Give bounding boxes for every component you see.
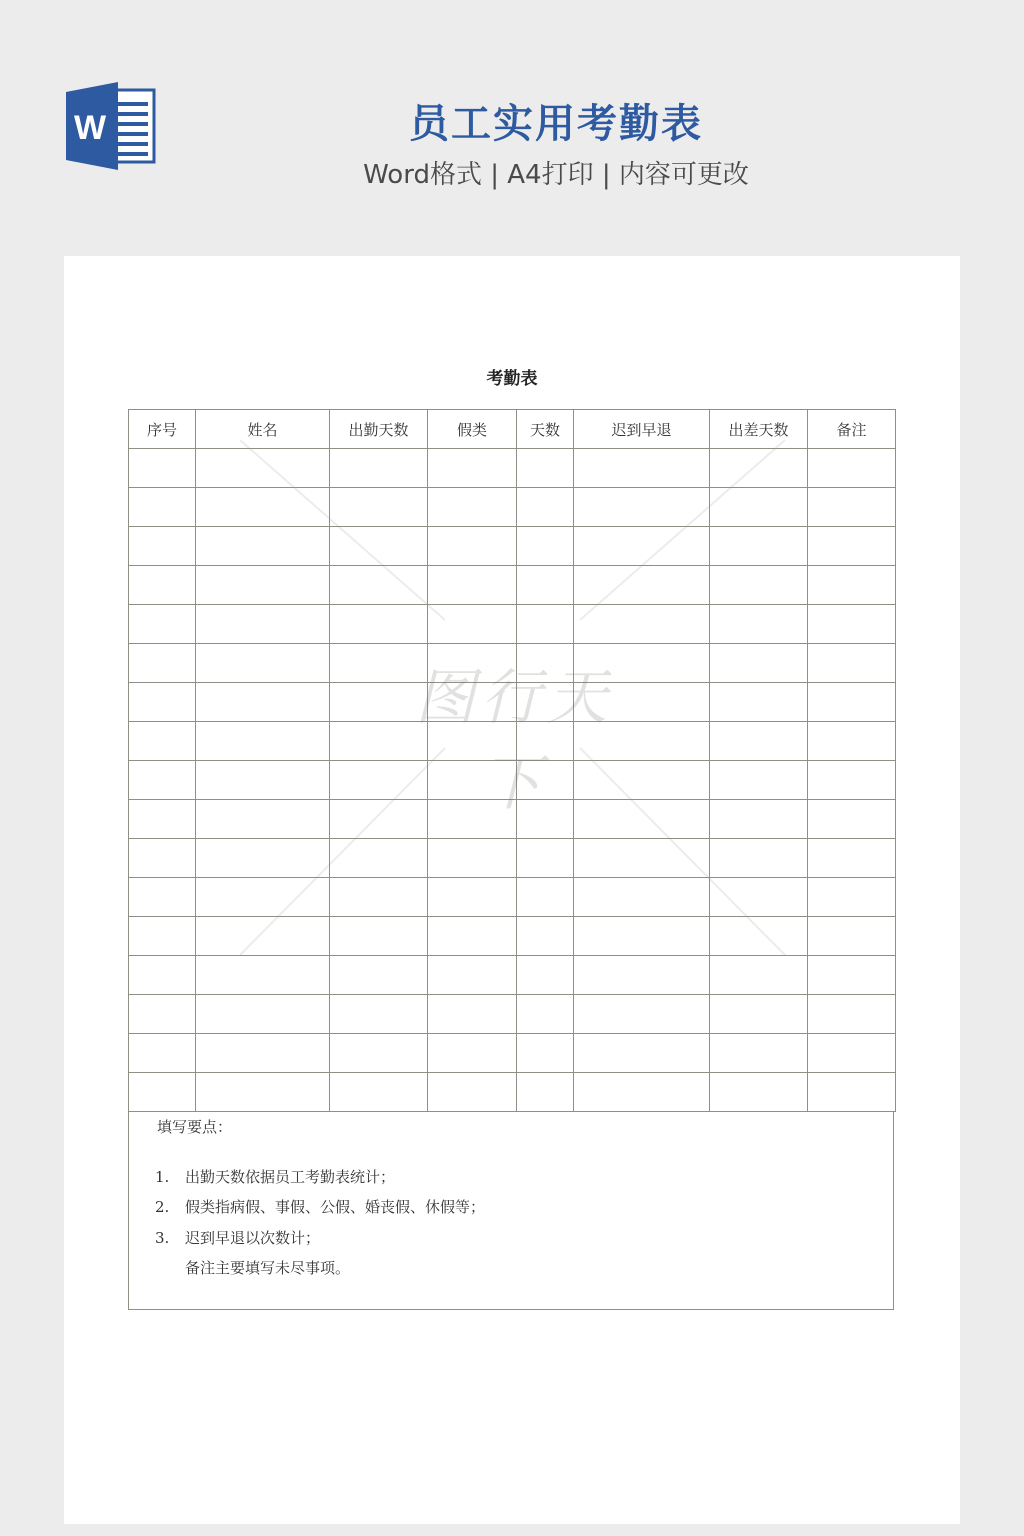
notes-section bbox=[128, 1112, 894, 1310]
table-cell[interactable] bbox=[517, 761, 574, 800]
note-extra: 备注主要填写未尽事项。 bbox=[185, 1259, 351, 1277]
table-cell[interactable] bbox=[574, 449, 710, 488]
table-cell[interactable] bbox=[330, 683, 428, 722]
table-cell[interactable] bbox=[196, 527, 330, 566]
table-cell[interactable] bbox=[710, 722, 808, 761]
table-body bbox=[129, 449, 896, 1112]
table-cell[interactable] bbox=[517, 566, 574, 605]
note-number: 1. bbox=[155, 1168, 170, 1186]
table-cell[interactable] bbox=[710, 605, 808, 644]
table-cell[interactable] bbox=[808, 917, 896, 956]
table-cell[interactable] bbox=[428, 527, 517, 566]
table-cell[interactable] bbox=[517, 878, 574, 917]
table-row bbox=[129, 449, 896, 488]
table-cell[interactable] bbox=[196, 449, 330, 488]
table-cell[interactable] bbox=[517, 722, 574, 761]
table-cell[interactable] bbox=[330, 956, 428, 995]
table-row bbox=[129, 878, 896, 917]
table-cell[interactable] bbox=[808, 566, 896, 605]
table-cell[interactable] bbox=[710, 488, 808, 527]
table-cell[interactable] bbox=[330, 488, 428, 527]
table-cell[interactable] bbox=[574, 878, 710, 917]
table-cell[interactable] bbox=[428, 1073, 517, 1112]
table-cell[interactable] bbox=[196, 566, 330, 605]
table-row bbox=[129, 956, 896, 995]
table-cell[interactable] bbox=[710, 956, 808, 995]
table-cell[interactable] bbox=[574, 722, 710, 761]
table-cell[interactable] bbox=[808, 1034, 896, 1073]
table-row bbox=[129, 605, 896, 644]
table-cell[interactable] bbox=[574, 488, 710, 527]
note-text: 出勤天数依据员工考勤表统计； bbox=[185, 1168, 396, 1186]
table-cell[interactable] bbox=[330, 800, 428, 839]
table-cell[interactable] bbox=[196, 878, 330, 917]
table-cell[interactable] bbox=[330, 722, 428, 761]
table-cell[interactable] bbox=[196, 722, 330, 761]
table-cell[interactable] bbox=[330, 566, 428, 605]
table-cell[interactable] bbox=[428, 644, 517, 683]
notes-heading: 填写要点： bbox=[157, 1118, 233, 1136]
table-cell[interactable] bbox=[330, 839, 428, 878]
table-row bbox=[129, 1034, 896, 1073]
table-cell[interactable] bbox=[428, 566, 517, 605]
table-cell[interactable] bbox=[129, 683, 196, 722]
table-cell[interactable] bbox=[517, 1034, 574, 1073]
table-cell[interactable] bbox=[196, 644, 330, 683]
table-cell[interactable] bbox=[574, 566, 710, 605]
table-cell[interactable] bbox=[574, 1073, 710, 1112]
table-cell[interactable] bbox=[710, 995, 808, 1034]
table-cell[interactable] bbox=[710, 449, 808, 488]
column-header: 天数 bbox=[517, 410, 574, 449]
table-cell[interactable] bbox=[196, 761, 330, 800]
table-cell[interactable] bbox=[517, 488, 574, 527]
table-cell[interactable] bbox=[330, 1073, 428, 1112]
table-cell[interactable] bbox=[129, 527, 196, 566]
logo-letter: W bbox=[73, 109, 107, 147]
column-header: 序号 bbox=[129, 410, 196, 449]
table-cell[interactable] bbox=[517, 839, 574, 878]
note-text: 假类指病假、事假、公假、婚丧假、休假等； bbox=[185, 1198, 486, 1216]
table-cell[interactable] bbox=[710, 761, 808, 800]
table-header-row bbox=[129, 410, 896, 449]
table-cell[interactable] bbox=[428, 605, 517, 644]
table-row bbox=[129, 800, 896, 839]
table-cell[interactable] bbox=[517, 683, 574, 722]
table-cell[interactable] bbox=[129, 605, 196, 644]
note-item bbox=[155, 1227, 320, 1248]
table-cell[interactable] bbox=[710, 1073, 808, 1112]
table-row bbox=[129, 761, 896, 800]
table-cell[interactable] bbox=[129, 722, 196, 761]
column-header: 备注 bbox=[808, 410, 896, 449]
table-cell[interactable] bbox=[710, 878, 808, 917]
table-cell[interactable] bbox=[129, 449, 196, 488]
table-row bbox=[129, 722, 896, 761]
table-cell[interactable] bbox=[196, 800, 330, 839]
table-cell[interactable] bbox=[129, 995, 196, 1034]
table-cell[interactable] bbox=[710, 800, 808, 839]
table-cell[interactable] bbox=[330, 761, 428, 800]
page-title: 员工实用考勤表 bbox=[409, 101, 703, 147]
table-cell[interactable] bbox=[710, 527, 808, 566]
table-cell[interactable] bbox=[196, 488, 330, 527]
table-cell[interactable] bbox=[808, 605, 896, 644]
document-title: 考勤表 bbox=[486, 369, 538, 389]
table-cell[interactable] bbox=[710, 644, 808, 683]
note-number: 2. bbox=[155, 1198, 170, 1216]
table-cell[interactable] bbox=[129, 1073, 196, 1112]
note-number: 3. bbox=[155, 1229, 170, 1247]
table-cell[interactable] bbox=[808, 761, 896, 800]
table-cell[interactable] bbox=[574, 995, 710, 1034]
table-cell[interactable] bbox=[428, 488, 517, 527]
note-text: 迟到早退以次数计； bbox=[185, 1229, 321, 1247]
table-cell[interactable] bbox=[330, 605, 428, 644]
table-cell[interactable] bbox=[129, 1034, 196, 1073]
table-cell[interactable] bbox=[808, 956, 896, 995]
table-cell[interactable] bbox=[574, 1034, 710, 1073]
table-cell[interactable] bbox=[428, 761, 517, 800]
table-cell[interactable] bbox=[574, 644, 710, 683]
table-cell[interactable] bbox=[129, 917, 196, 956]
table-row bbox=[129, 995, 896, 1034]
word-app-icon bbox=[64, 82, 156, 170]
column-header: 迟到早退 bbox=[574, 410, 710, 449]
table-cell[interactable] bbox=[330, 995, 428, 1034]
table-cell[interactable] bbox=[808, 722, 896, 761]
table-cell[interactable] bbox=[574, 956, 710, 995]
table-cell[interactable] bbox=[808, 488, 896, 527]
table-cell[interactable] bbox=[428, 995, 517, 1034]
document-sheet bbox=[64, 256, 960, 1524]
table-cell[interactable] bbox=[428, 956, 517, 995]
table-cell[interactable] bbox=[808, 683, 896, 722]
table-cell[interactable] bbox=[808, 527, 896, 566]
table-cell[interactable] bbox=[710, 917, 808, 956]
table-cell[interactable] bbox=[428, 722, 517, 761]
watermark-text: 图行天下 bbox=[415, 663, 613, 819]
table-cell[interactable] bbox=[574, 527, 710, 566]
column-header: 出勤天数 bbox=[330, 410, 428, 449]
table-cell[interactable] bbox=[330, 1034, 428, 1073]
table-cell[interactable] bbox=[330, 449, 428, 488]
column-header: 假类 bbox=[428, 410, 517, 449]
table-cell[interactable] bbox=[428, 839, 517, 878]
table-cell[interactable] bbox=[808, 839, 896, 878]
table-row bbox=[129, 488, 896, 527]
table-row bbox=[129, 566, 896, 605]
table-cell[interactable] bbox=[330, 644, 428, 683]
table-cell[interactable] bbox=[574, 605, 710, 644]
table-cell[interactable] bbox=[330, 917, 428, 956]
table-cell[interactable] bbox=[129, 488, 196, 527]
table-cell[interactable] bbox=[428, 917, 517, 956]
table-cell[interactable] bbox=[710, 1034, 808, 1073]
table-cell[interactable] bbox=[129, 878, 196, 917]
table-row bbox=[129, 644, 896, 683]
table-cell[interactable] bbox=[196, 1034, 330, 1073]
table-cell[interactable] bbox=[808, 800, 896, 839]
note-item bbox=[155, 1196, 485, 1217]
table-cell[interactable] bbox=[574, 800, 710, 839]
table-cell[interactable] bbox=[196, 683, 330, 722]
table-cell[interactable] bbox=[428, 449, 517, 488]
table-cell[interactable] bbox=[330, 527, 428, 566]
attendance-table bbox=[128, 409, 896, 1112]
attendance-table-wrap bbox=[128, 409, 895, 1310]
table-cell[interactable] bbox=[129, 644, 196, 683]
table-cell[interactable] bbox=[196, 1073, 330, 1112]
note-item bbox=[155, 1166, 395, 1187]
table-cell[interactable] bbox=[517, 956, 574, 995]
table-row bbox=[129, 917, 896, 956]
table-cell[interactable] bbox=[517, 917, 574, 956]
table-cell[interactable] bbox=[517, 644, 574, 683]
table-cell[interactable] bbox=[808, 995, 896, 1034]
table-cell[interactable] bbox=[196, 839, 330, 878]
table-row bbox=[129, 1073, 896, 1112]
table-cell[interactable] bbox=[574, 683, 710, 722]
table-cell[interactable] bbox=[129, 800, 196, 839]
table-cell[interactable] bbox=[517, 449, 574, 488]
table-cell[interactable] bbox=[517, 1073, 574, 1112]
column-header: 姓名 bbox=[196, 410, 330, 449]
table-cell[interactable] bbox=[428, 878, 517, 917]
column-header: 出差天数 bbox=[710, 410, 808, 449]
table-cell[interactable] bbox=[129, 956, 196, 995]
table-cell[interactable] bbox=[808, 878, 896, 917]
table-cell[interactable] bbox=[808, 644, 896, 683]
table-row bbox=[129, 527, 896, 566]
table-cell[interactable] bbox=[196, 605, 330, 644]
table-cell[interactable] bbox=[330, 878, 428, 917]
table-cell[interactable] bbox=[428, 683, 517, 722]
table-cell[interactable] bbox=[129, 761, 196, 800]
table-cell[interactable] bbox=[710, 683, 808, 722]
table-cell[interactable] bbox=[710, 839, 808, 878]
table-cell[interactable] bbox=[574, 761, 710, 800]
table-cell[interactable] bbox=[129, 839, 196, 878]
table-row bbox=[129, 683, 896, 722]
table-cell[interactable] bbox=[574, 839, 710, 878]
table-cell[interactable] bbox=[517, 605, 574, 644]
table-cell[interactable] bbox=[517, 527, 574, 566]
table-row bbox=[129, 839, 896, 878]
page-subtitle: Word格式 | A4打印 | 内容可更改 bbox=[363, 160, 749, 190]
table-cell[interactable] bbox=[710, 566, 808, 605]
table-cell[interactable] bbox=[129, 566, 196, 605]
table-cell[interactable] bbox=[196, 995, 330, 1034]
table-cell[interactable] bbox=[808, 449, 896, 488]
table-cell[interactable] bbox=[574, 917, 710, 956]
table-cell[interactable] bbox=[517, 800, 574, 839]
table-cell[interactable] bbox=[428, 1034, 517, 1073]
table-cell[interactable] bbox=[196, 956, 330, 995]
table-cell[interactable] bbox=[428, 800, 517, 839]
table-cell[interactable] bbox=[517, 995, 574, 1034]
table-cell[interactable] bbox=[808, 1073, 896, 1112]
table-cell[interactable] bbox=[196, 917, 330, 956]
